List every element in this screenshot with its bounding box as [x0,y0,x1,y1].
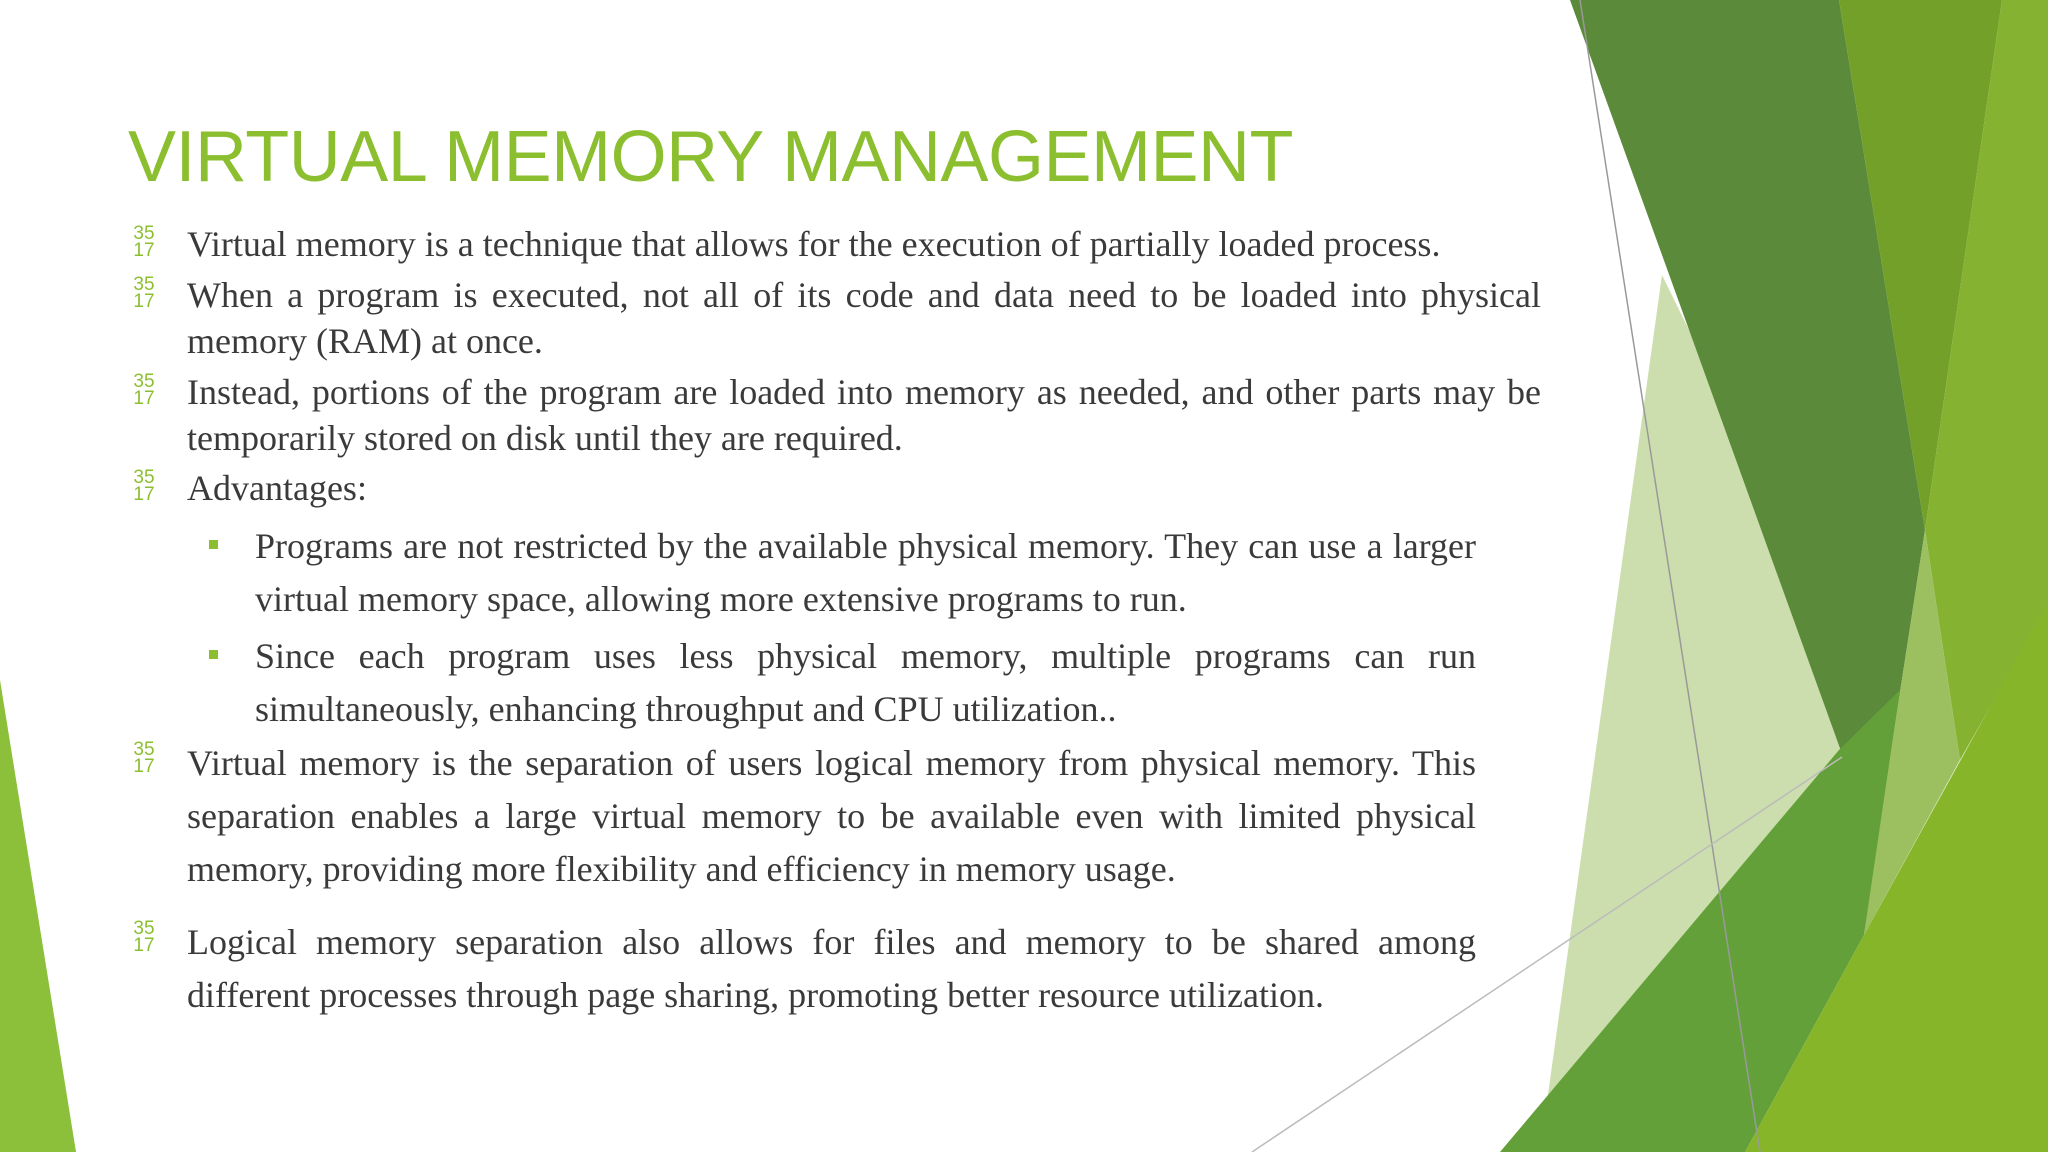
bullet-text: When a program is executed, not all of its code and data need to be loaded into physical memory (RAM) at once. [187,275,1541,361]
bullet-text: Virtual memory is the separation of users logical memory from physical memory. This separation enables a large virtual memory to be available even with limited physical memory, providing more flexibility and efficiency in memory usage. [187,743,1476,889]
bullet-marker-icon: 35 17 [133,274,155,312]
square-bullet-icon [209,650,218,659]
left-green-sliver [0,680,76,1152]
bullet-item [133,369,1541,461]
bullet-item [133,272,1541,364]
bullet-marker-icon: 35 17 [133,739,155,777]
bullet-text: Advantages: [187,468,367,508]
bullet-item [133,737,1476,896]
bullet-text: Logical memory separation also allows for files and memory to be shared among different processes through page sharing, promoting better resource utilization. [187,922,1476,1015]
bullet-item [133,465,1541,511]
bullet-text: Virtual memory is a technique that allows for the execution of partially loaded process. [187,224,1441,264]
bullet-item [133,916,1476,1022]
sub-bullet-text: Since each program uses less physical memory, multiple programs can run simultaneously, enhancing throughput and CPU utilization.. [255,636,1476,729]
bullet-marker-icon: 35 17 [133,371,155,409]
bullet-item [133,221,1541,267]
bullet-marker-icon: 35 17 [133,223,155,261]
sub-bullet-text: Programs are not restricted by the available physical memory. They can use a larger virtual memory space, allowing more extensive programs to run. [255,526,1476,619]
bullet-text: Instead, portions of the program are loaded into memory as needed, and other parts may be temporarily stored on disk until they are required. [187,372,1541,458]
slide-title: VIRTUAL MEMORY MANAGEMENT [128,117,1294,197]
sub-bullet-item [255,630,1476,736]
square-bullet-icon [209,540,218,549]
sub-bullet-item [255,520,1476,626]
bullet-marker-icon: 35 17 [133,467,155,505]
bullet-marker-icon: 35 17 [133,918,155,956]
